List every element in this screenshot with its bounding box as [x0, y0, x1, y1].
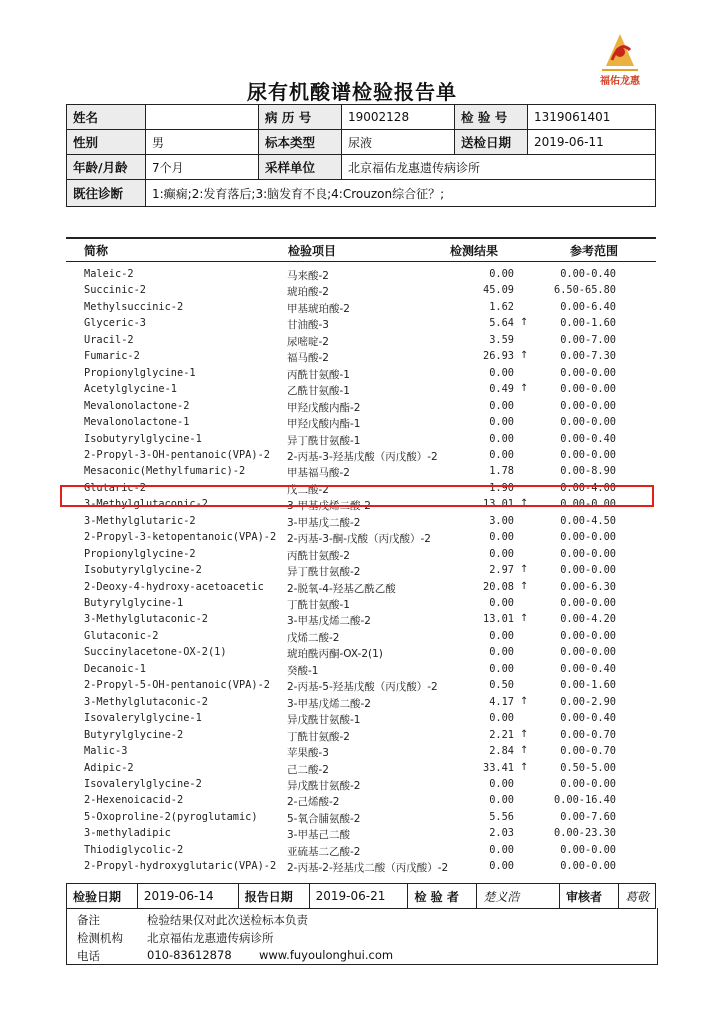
result-abbr: Acetylglycine-1 — [84, 383, 177, 396]
report-date-value: 2019-06-21 — [309, 884, 408, 909]
result-row — [0, 284, 704, 300]
name-label: 姓名 — [67, 105, 146, 130]
result-reference: 0.00-4.00 — [560, 481, 616, 494]
result-flag: ↑ — [520, 383, 529, 395]
result-abbr: Fumaric-2 — [84, 350, 140, 363]
result-abbr: Glutaconic-2 — [84, 629, 159, 642]
sample-type-value: 尿液 — [342, 130, 455, 155]
result-item: 丁酰甘氨酸-2 — [287, 730, 350, 743]
result-reference: 0.00-0.00 — [560, 597, 616, 609]
result-reference: 0.00-0.00 — [560, 383, 616, 396]
result-abbr: 2-Propyl-5-OH-pentanoic(VPA)-2 — [84, 679, 270, 692]
result-reference: 0.00-0.70 — [560, 745, 616, 758]
send-date-value: 2019-06-11 — [528, 130, 656, 155]
result-item: 2-丙基-3-羟基戊酸（丙戊酸）-2 — [287, 450, 438, 463]
result-value: 5.56 — [489, 810, 514, 823]
result-flag: ↑ — [520, 745, 529, 757]
result-value: 33.41 — [483, 761, 514, 774]
result-reference: 0.00-4.50 — [560, 514, 616, 527]
send-date-label: 送检日期 — [455, 130, 528, 155]
result-value: 0.00 — [489, 448, 514, 461]
result-abbr: Uracil-2 — [84, 333, 134, 346]
result-reference: 0.50-5.00 — [560, 761, 616, 774]
result-abbr: 3-Methylglutaconic-2 — [84, 613, 208, 626]
result-item: 2-丙基-3-酮-戊酸（丙戊酸）-2 — [287, 533, 431, 546]
result-value: 20.08 — [483, 580, 514, 593]
result-value: 0.00 — [489, 531, 514, 544]
tester-signature: 楚义浩 — [477, 884, 560, 909]
result-row — [0, 449, 704, 465]
result-row — [0, 811, 704, 827]
result-value: 26.93 — [483, 350, 514, 363]
unit-label: 采样单位 — [259, 155, 342, 180]
result-row — [0, 844, 704, 860]
result-abbr: Isobutyrylglycine-2 — [84, 564, 202, 577]
result-abbr: Butyrylglycine-2 — [84, 728, 184, 741]
org-value: 北京福佑龙惠遗传病诊所 — [147, 931, 274, 945]
remark-label: 备注 — [77, 913, 100, 927]
result-reference: 0.00-16.40 — [554, 794, 616, 807]
result-reference: 6.50-65.80 — [554, 284, 616, 297]
notes-section — [66, 908, 658, 965]
result-row — [0, 630, 704, 646]
result-row — [0, 465, 704, 481]
result-row — [0, 268, 704, 284]
result-value: 0.00 — [489, 597, 514, 609]
result-flag: ↑ — [520, 613, 529, 625]
result-reference: 0.00-0.00 — [560, 564, 616, 577]
result-value: 0.00 — [489, 662, 514, 675]
result-value: 13.01 — [483, 613, 514, 626]
result-row — [0, 745, 704, 761]
result-row — [0, 433, 704, 449]
result-reference: 0.00-4.20 — [560, 613, 616, 626]
result-row — [0, 613, 704, 629]
logo-text: 福佑龙惠 — [600, 76, 640, 87]
result-value: 5.64 — [489, 317, 514, 330]
result-abbr: Isovalerylglycine-2 — [84, 777, 202, 790]
result-row — [0, 663, 704, 679]
diagnosis-label: 既往诊断 — [67, 180, 146, 207]
result-flag: ↑ — [520, 498, 529, 510]
result-value: 2.03 — [489, 827, 514, 840]
result-value: 0.00 — [489, 416, 514, 429]
result-item: 3-甲基己二酸 — [287, 829, 350, 842]
result-item: 丙酰甘氨酸-2 — [287, 549, 350, 562]
result-value: 3.59 — [489, 333, 514, 346]
result-value: 0.00 — [489, 268, 514, 280]
result-item: 甲羟戊酸内酯-1 — [287, 418, 361, 431]
result-reference: 0.00-0.00 — [560, 860, 616, 873]
result-value: 4.17 — [489, 695, 514, 708]
result-item: 尿嘧啶-2 — [287, 335, 329, 348]
result-flag: ↑ — [520, 728, 529, 740]
result-row — [0, 515, 704, 531]
result-abbr: 2-Hexenoicacid-2 — [84, 794, 184, 807]
result-abbr: Isobutyrylglycine-1 — [84, 432, 202, 445]
result-row — [0, 827, 704, 843]
result-item: 2-脱氧-4-羟基乙酰乙酸 — [287, 582, 396, 595]
result-item: 丙酰甘氨酸-1 — [287, 368, 350, 381]
result-reference: 0.00-0.40 — [560, 662, 616, 675]
result-row — [0, 531, 704, 547]
result-value: 0.00 — [489, 432, 514, 445]
result-abbr: Butyrylglycine-1 — [84, 597, 184, 609]
result-item: 异戊酰甘氨酸-1 — [287, 714, 361, 727]
result-row — [0, 597, 704, 613]
result-reference: 0.00-0.00 — [560, 629, 616, 642]
result-item: 5-氧合脯氨酸-2 — [287, 812, 361, 825]
result-item: 戊烯二酸-2 — [287, 631, 340, 644]
patient-info — [66, 104, 656, 207]
result-row — [0, 860, 704, 876]
result-item: 异丁酰甘氨酸-2 — [287, 566, 361, 579]
result-item: 3-甲基戊烯二酸-2 — [287, 697, 371, 710]
result-value: 45.09 — [483, 284, 514, 297]
result-row — [0, 548, 704, 564]
result-row — [0, 416, 704, 432]
highlight-box — [60, 485, 654, 510]
result-item: 2-丙基-5-羟基戊酸（丙戊酸）-2 — [287, 681, 438, 694]
result-reference: 0.00-23.30 — [554, 827, 616, 840]
result-flag: ↑ — [520, 317, 529, 329]
result-abbr: Succinic-2 — [84, 284, 146, 297]
phone-value: 010-83612878 — [147, 948, 232, 962]
result-reference: 0.00-0.40 — [560, 432, 616, 445]
result-abbr: Decanoic-1 — [84, 662, 146, 675]
result-item: 己二酸-2 — [287, 763, 329, 776]
result-item: 丁酰甘氨酸-1 — [287, 599, 350, 611]
result-reference: 0.00-6.40 — [560, 300, 616, 313]
result-value: 2.21 — [489, 728, 514, 741]
result-row — [0, 762, 704, 778]
record-label: 病 历 号 — [259, 105, 342, 130]
result-value: 0.49 — [489, 383, 514, 396]
report-title: 尿有机酸谱检验报告单 — [247, 80, 457, 104]
result-value: 0.00 — [489, 547, 514, 560]
result-reference: 0.00-6.30 — [560, 580, 616, 593]
result-abbr: 3-Methylglutaconic-2 — [84, 695, 208, 708]
result-abbr: Adipic-2 — [84, 761, 134, 774]
result-reference: 0.00-0.40 — [560, 268, 616, 280]
reviewer-signature: 葛敬 — [618, 884, 655, 909]
result-abbr: Glutaric-2 — [84, 481, 146, 494]
result-value: 0.00 — [489, 777, 514, 790]
result-reference: 0.00-1.60 — [560, 679, 616, 692]
result-item: 甲羟戊酸内酯-2 — [287, 401, 361, 414]
result-reference: 0.00-0.00 — [560, 366, 616, 379]
result-value: 2.84 — [489, 745, 514, 758]
result-item: 甲基福马酸-2 — [287, 467, 350, 480]
result-abbr: 2-Propyl-hydroxyglutaric(VPA)-2 — [84, 860, 277, 873]
result-row — [0, 383, 704, 399]
name-value — [146, 105, 259, 130]
result-reference: 0.00-0.00 — [560, 416, 616, 429]
sex-value: 男 — [146, 130, 259, 155]
result-item: 2-己烯酸-2 — [287, 796, 340, 809]
header-abbr: 简称 — [84, 244, 109, 258]
result-value: 13.01 — [483, 498, 514, 511]
result-reference: 0.00-0.00 — [560, 843, 616, 856]
result-reference: 0.00-0.40 — [560, 712, 616, 725]
result-abbr: Glyceric-3 — [84, 317, 146, 330]
reviewer-label: 审核者 — [560, 884, 619, 909]
result-abbr: 3-methyladipic — [84, 827, 171, 840]
unit-value: 北京福佑龙惠遗传病诊所 — [342, 155, 656, 180]
result-reference: 0.00-0.00 — [560, 646, 616, 659]
result-item: 3-甲基戊烯二酸-2 — [287, 500, 371, 513]
test-no-label: 检 验 号 — [455, 105, 528, 130]
result-value: 0.00 — [489, 712, 514, 725]
result-value: 0.00 — [489, 366, 514, 379]
sex-label: 性别 — [67, 130, 146, 155]
result-item: 乙酰甘氨酸-1 — [287, 385, 350, 398]
result-abbr: 3-Methylglutaric-2 — [84, 514, 196, 527]
result-value: 2.97 — [489, 564, 514, 577]
age-label: 年龄/月龄 — [67, 155, 146, 180]
result-abbr: Mesaconic(Methylfumaric)-2 — [84, 465, 246, 478]
report-footer — [66, 883, 656, 909]
result-reference: 0.00-8.90 — [560, 465, 616, 478]
phone-label: 电话 — [77, 949, 100, 963]
result-item: 戊二酸-2 — [287, 483, 329, 496]
result-item: 甘油酸-3 — [287, 319, 329, 332]
result-item: 异戊酰甘氨酸-2 — [287, 779, 361, 792]
result-abbr: Isovalerylglycine-1 — [84, 712, 202, 725]
result-value: 1.62 — [489, 300, 514, 313]
result-reference: 0.00-7.60 — [560, 810, 616, 823]
result-flag: ↑ — [520, 350, 529, 362]
remark-value: 检验结果仅对此次送检标本负责 — [147, 913, 308, 927]
result-flag: ↑ — [520, 580, 529, 592]
result-item: 琥珀酰丙酮-OX-2(1) — [287, 648, 383, 661]
result-item: 琥珀酸-2 — [287, 286, 329, 299]
result-reference: 0.00-0.00 — [560, 448, 616, 461]
result-reference: 0.00-1.60 — [560, 317, 616, 330]
result-item: 癸酸-1 — [287, 664, 319, 677]
result-item: 福马酸-2 — [287, 352, 329, 365]
result-reference: 0.00-7.00 — [560, 333, 616, 346]
test-no-value: 1319061401 — [528, 105, 656, 130]
result-abbr: 5-Oxoproline-2(pyroglutamic) — [84, 810, 258, 823]
result-abbr: Malic-3 — [84, 745, 128, 758]
result-item: 亚硫基二乙酸-2 — [287, 845, 361, 858]
result-reference: 0.00-0.00 — [560, 777, 616, 790]
result-abbr: Methylsuccinic-2 — [84, 300, 184, 313]
result-row — [0, 696, 704, 712]
result-row — [0, 317, 704, 333]
sample-type-label: 标本类型 — [259, 130, 342, 155]
result-item: 3-甲基戊烯二酸-2 — [287, 615, 371, 628]
result-row — [0, 729, 704, 745]
result-reference: 0.00-2.90 — [560, 695, 616, 708]
result-row — [0, 301, 704, 317]
test-date-label: 检验日期 — [67, 884, 138, 909]
result-flag: ↑ — [520, 695, 529, 707]
result-abbr: Propionylglycine-1 — [84, 366, 196, 379]
report-date-label: 报告日期 — [238, 884, 309, 909]
result-value: 1.90 — [489, 481, 514, 494]
result-flag: ↑ — [520, 564, 529, 576]
result-value: 0.00 — [489, 794, 514, 807]
result-item: 2-丙基-2-羟基戊二酸（丙戊酸）-2 — [287, 862, 449, 875]
result-item: 异丁酰甘氨酸-1 — [287, 434, 361, 447]
result-abbr: Mevalonolactone-2 — [84, 399, 190, 412]
result-row — [0, 581, 704, 597]
result-abbr: 2-Deoxy-4-hydroxy-acetoacetic — [84, 580, 264, 593]
result-row — [0, 400, 704, 416]
result-row — [0, 712, 704, 728]
result-abbr: Thiodiglycolic-2 — [84, 843, 184, 856]
result-item: 甲基琥珀酸-2 — [287, 302, 350, 315]
result-value: 0.50 — [489, 679, 514, 692]
result-row — [0, 679, 704, 695]
result-abbr: Mevalonolactone-1 — [84, 416, 190, 429]
header-reference: 参考范围 — [570, 244, 619, 258]
result-value: 0.00 — [489, 629, 514, 642]
header-item: 检验项目 — [288, 244, 337, 258]
result-row — [0, 564, 704, 580]
org-label: 检测机构 — [77, 931, 123, 945]
diagnosis-value: 1:癫痫;2:发育落后;3:脑发育不良;4:Crouzon综合征？; — [146, 180, 656, 207]
result-row — [0, 646, 704, 662]
results-header — [66, 237, 656, 262]
result-row — [0, 334, 704, 350]
result-flag: ↑ — [520, 761, 529, 773]
tester-label: 检 验 者 — [408, 884, 477, 909]
result-abbr: 3-Methylglutaconic-2 — [84, 498, 208, 511]
result-row — [0, 367, 704, 383]
result-abbr: Succinylacetone-OX-2(1) — [84, 646, 227, 659]
result-row — [0, 778, 704, 794]
website-text: www.fuyoulonghui.com — [259, 948, 394, 962]
age-value: 7个月 — [146, 155, 259, 180]
result-row — [0, 794, 704, 810]
result-item: 3-甲基戊二酸-2 — [287, 516, 361, 529]
result-abbr: 2-Propyl-3-OH-pentanoic(VPA)-2 — [84, 448, 270, 461]
result-abbr: Maleic-2 — [84, 268, 134, 280]
result-value: 0.00 — [489, 843, 514, 856]
record-value: 19002128 — [342, 105, 455, 130]
result-item: 马来酸-2 — [287, 270, 329, 282]
result-reference: 0.00-0.00 — [560, 531, 616, 544]
result-value: 0.00 — [489, 646, 514, 659]
result-reference: 0.00-0.00 — [560, 547, 616, 560]
result-value: 1.78 — [489, 465, 514, 478]
result-row — [0, 350, 704, 366]
header-result: 检测结果 — [450, 244, 499, 258]
result-reference: 0.00-0.00 — [560, 399, 616, 412]
result-value: 0.00 — [489, 399, 514, 412]
result-item: 苹果酸-3 — [287, 747, 329, 760]
result-reference: 0.00-0.70 — [560, 728, 616, 741]
result-abbr: 2-Propyl-3-ketopentanoic(VPA)-2 — [84, 531, 277, 544]
test-date-value: 2019-06-14 — [137, 884, 238, 909]
result-reference: 0.00-7.30 — [560, 350, 616, 363]
result-reference: 0.00-0.00 — [560, 498, 616, 511]
result-abbr: Propionylglycine-2 — [84, 547, 196, 560]
result-value: 0.00 — [489, 860, 514, 873]
result-value: 3.00 — [489, 514, 514, 527]
